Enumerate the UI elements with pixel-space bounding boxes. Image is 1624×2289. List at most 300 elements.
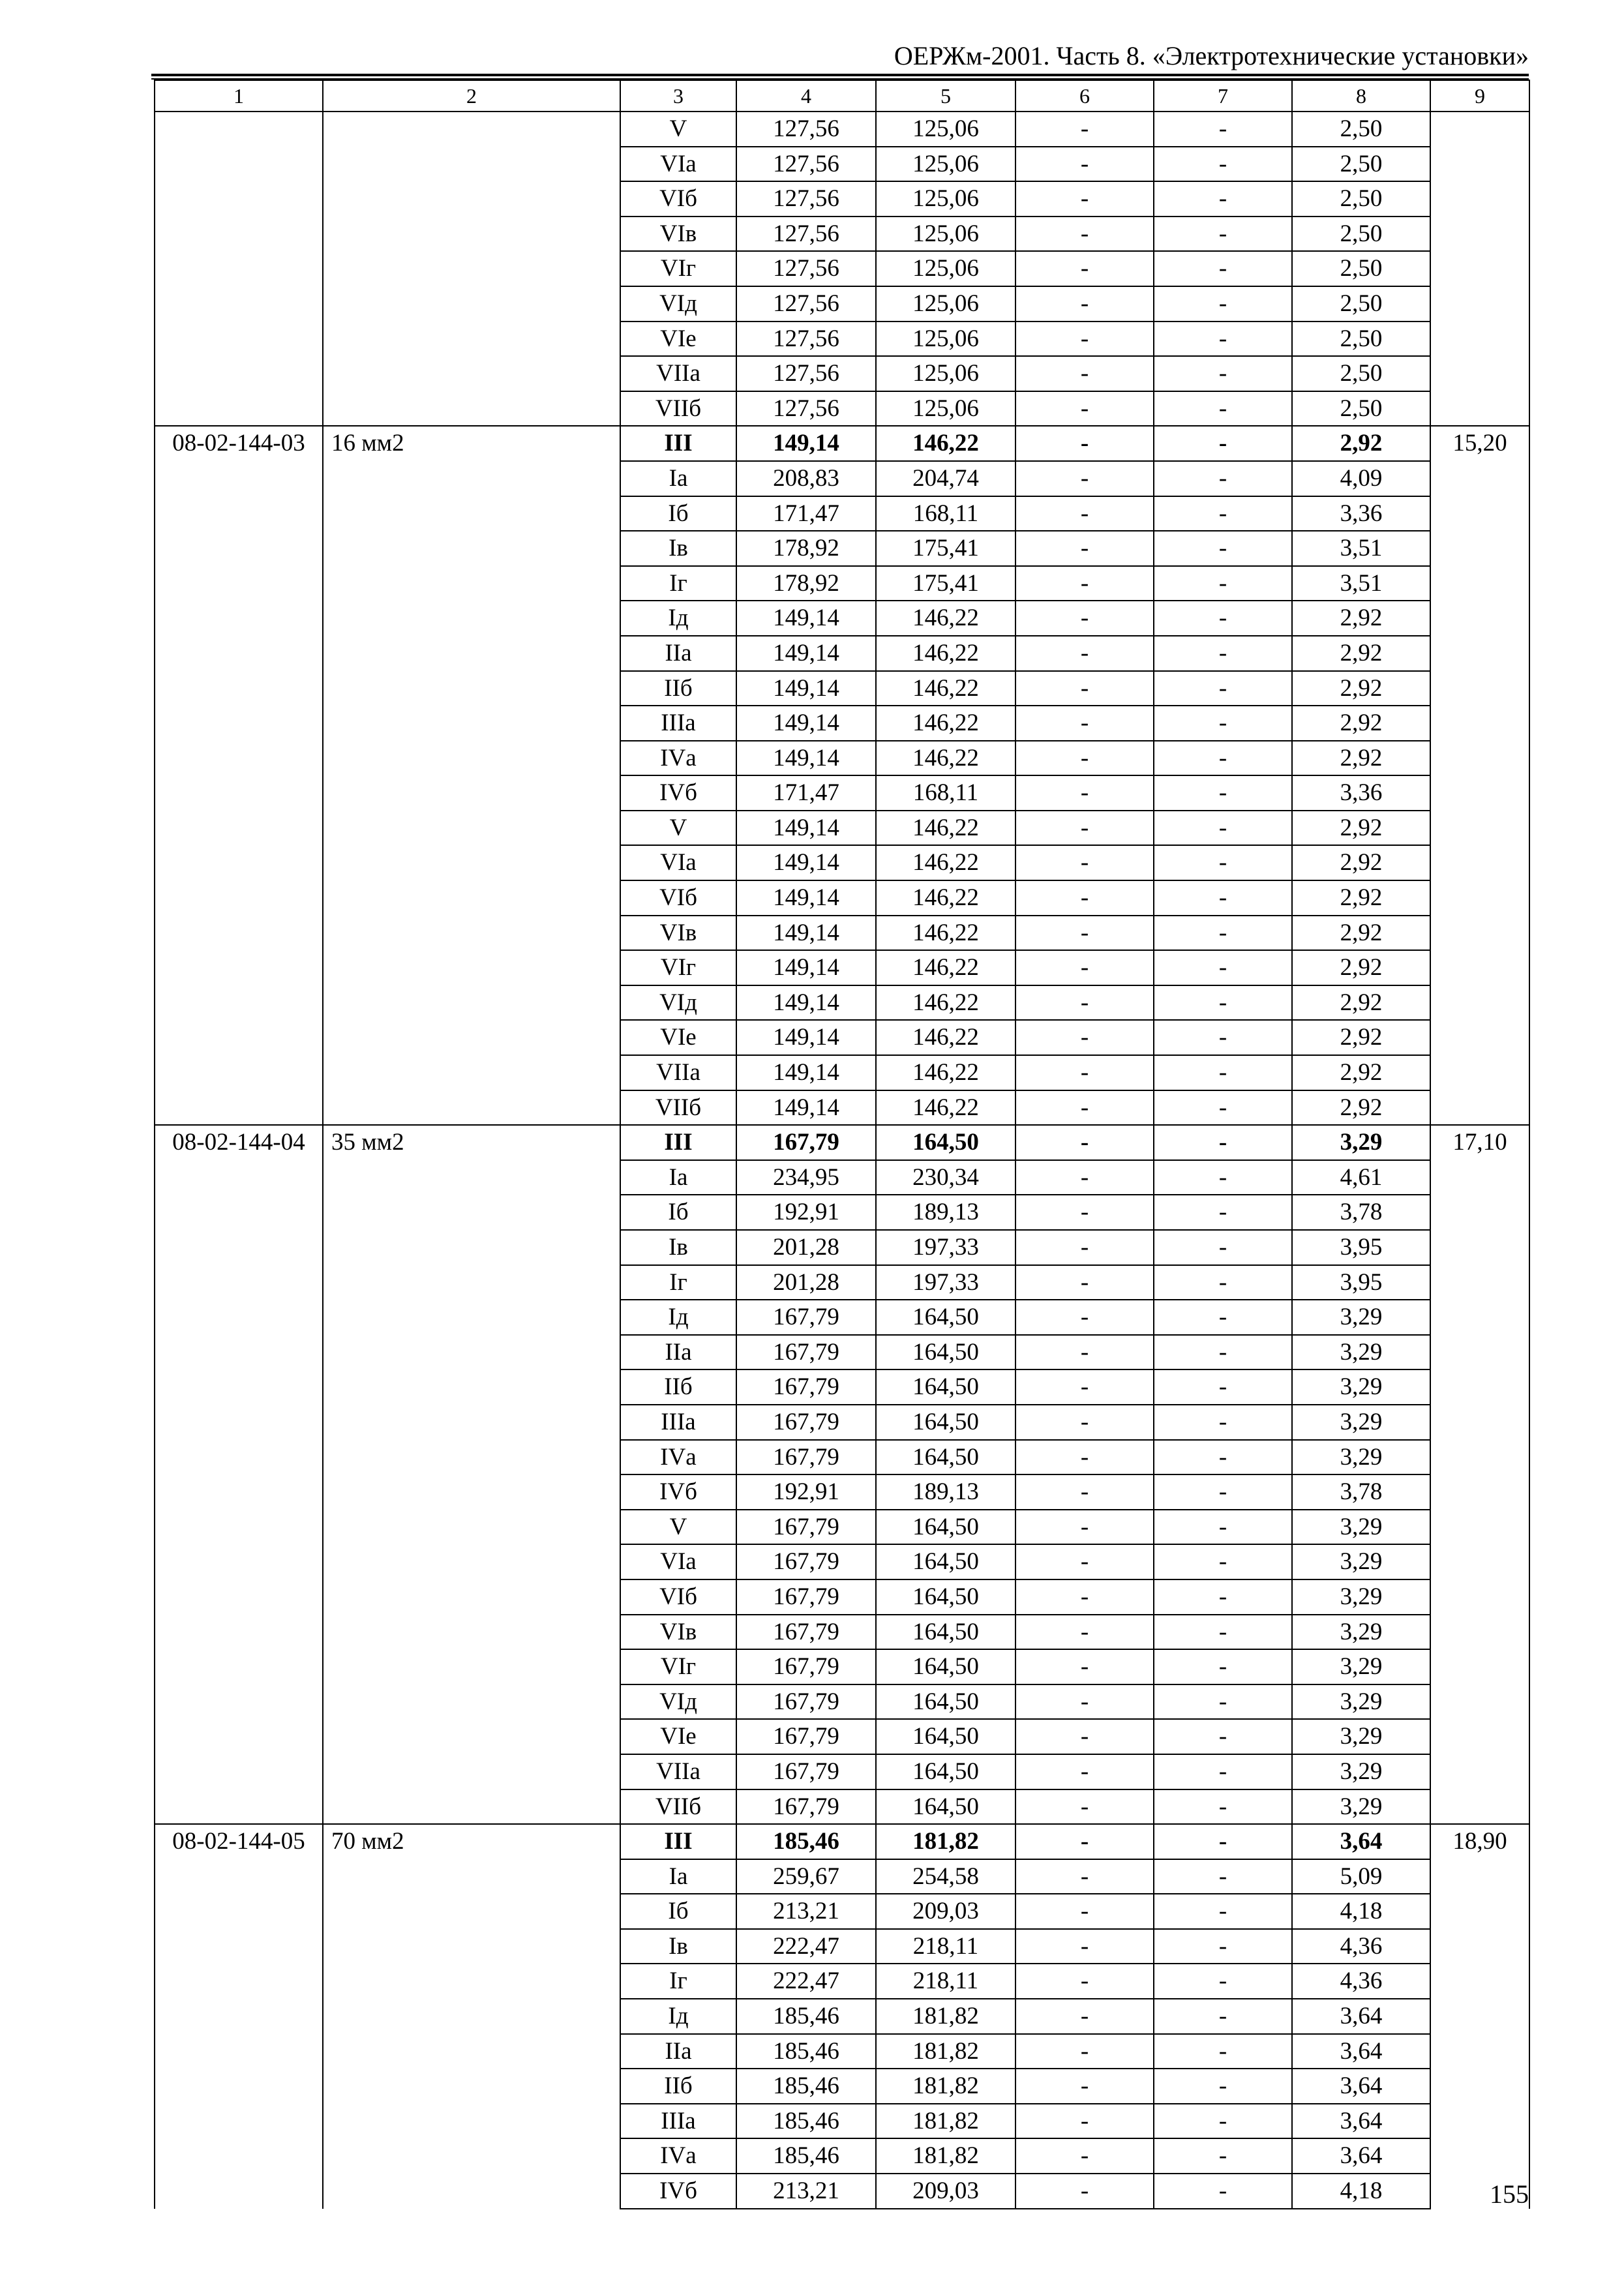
zone-cell: IVа [620, 741, 736, 776]
machine-cost-cell: - [1015, 1230, 1154, 1265]
driver-wages-cell: - [1154, 1824, 1292, 1859]
machine-cost-cell: - [1015, 601, 1154, 636]
zone-cell: Iа [620, 1160, 736, 1195]
zone-cell: III [620, 1824, 736, 1859]
driver-wages-cell: - [1154, 1544, 1292, 1579]
machine-cost-cell: - [1015, 1579, 1154, 1615]
materials-cell: 4,18 [1292, 1894, 1430, 1929]
machine-cost-cell: - [1015, 1684, 1154, 1720]
rates-table [154, 80, 1530, 2209]
materials-cell: 3,29 [1292, 1615, 1430, 1650]
total-cost-cell: 127,56 [736, 147, 876, 182]
column-number-row [155, 80, 1529, 112]
driver-wages-cell: - [1154, 1474, 1292, 1510]
wages-cell: 164,50 [876, 1510, 1015, 1545]
driver-wages-cell: - [1154, 1649, 1292, 1684]
machine-cost-cell: - [1015, 880, 1154, 916]
machine-cost-cell: - [1015, 1160, 1154, 1195]
machine-cost-cell: - [1015, 356, 1154, 391]
zone-cell: IIа [620, 1335, 736, 1370]
machine-cost-cell: - [1015, 1474, 1154, 1510]
total-cost-cell: 149,14 [736, 636, 876, 671]
zone-cell: VIг [620, 950, 736, 985]
machine-cost-cell: - [1015, 2104, 1154, 2139]
machine-cost-cell: - [1015, 1195, 1154, 1230]
wages-cell: 164,50 [876, 1544, 1015, 1579]
rate-code-cell: 08-02-144-04 [155, 1125, 323, 1824]
zone-cell: V [620, 1510, 736, 1545]
materials-cell: 4,36 [1292, 1929, 1430, 1964]
machine-cost-cell: - [1015, 1754, 1154, 1789]
materials-cell: 2,92 [1292, 845, 1430, 880]
wages-cell: 181,82 [876, 2138, 1015, 2174]
machine-cost-cell: - [1015, 845, 1154, 880]
labor-cost-cell [1430, 112, 1529, 426]
wages-cell: 125,06 [876, 112, 1015, 147]
wages-cell: 146,22 [876, 1020, 1015, 1055]
driver-wages-cell: - [1154, 1020, 1292, 1055]
machine-cost-cell: - [1015, 217, 1154, 252]
materials-cell: 3,29 [1292, 1544, 1430, 1579]
total-cost-cell: 185,46 [736, 2138, 876, 2174]
wages-cell: 164,50 [876, 1335, 1015, 1370]
materials-cell: 2,92 [1292, 985, 1430, 1021]
machine-cost-cell: - [1015, 322, 1154, 357]
labor-cost-cell: 18,90 [1430, 1824, 1529, 2209]
total-cost-cell: 222,47 [736, 1929, 876, 1964]
wages-cell: 125,06 [876, 181, 1015, 217]
materials-cell: 2,92 [1292, 706, 1430, 741]
machine-cost-cell: - [1015, 706, 1154, 741]
total-cost-cell: 149,14 [736, 1055, 876, 1090]
total-cost-cell: 171,47 [736, 496, 876, 531]
driver-wages-cell: - [1154, 775, 1292, 811]
machine-cost-cell: - [1015, 461, 1154, 496]
driver-wages-cell: - [1154, 1440, 1292, 1475]
machine-cost-cell: - [1015, 1859, 1154, 1894]
zone-cell: V [620, 811, 736, 846]
machine-cost-cell: - [1015, 1615, 1154, 1650]
total-cost-cell: 127,56 [736, 181, 876, 217]
total-cost-cell: 127,56 [736, 322, 876, 357]
driver-wages-cell: - [1154, 1055, 1292, 1090]
materials-cell: 2,92 [1292, 601, 1430, 636]
machine-cost-cell: - [1015, 2138, 1154, 2174]
machine-cost-cell: - [1015, 1405, 1154, 1440]
driver-wages-cell: - [1154, 950, 1292, 985]
zone-cell: VIв [620, 1615, 736, 1650]
total-cost-cell: 149,14 [736, 706, 876, 741]
total-cost-cell: 167,79 [736, 1719, 876, 1754]
zone-cell: Iд [620, 1999, 736, 2034]
driver-wages-cell: - [1154, 811, 1292, 846]
machine-cost-cell: - [1015, 566, 1154, 601]
driver-wages-cell: - [1154, 181, 1292, 217]
zone-cell: Iб [620, 496, 736, 531]
materials-cell: 3,64 [1292, 2034, 1430, 2069]
materials-cell: 2,50 [1292, 217, 1430, 252]
materials-cell: 2,50 [1292, 356, 1430, 391]
column-number: 3 [620, 80, 736, 112]
driver-wages-cell: - [1154, 461, 1292, 496]
machine-cost-cell: - [1015, 1929, 1154, 1964]
machine-cost-cell: - [1015, 1964, 1154, 1999]
item-name-cell: 70 мм2 [323, 1824, 620, 2209]
materials-cell: 3,29 [1292, 1719, 1430, 1754]
column-number: 9 [1430, 80, 1529, 112]
table-row [155, 1125, 1529, 1160]
materials-cell: 2,92 [1292, 1090, 1430, 1126]
wages-cell: 146,22 [876, 706, 1015, 741]
total-cost-cell: 178,92 [736, 531, 876, 566]
total-cost-cell: 167,79 [736, 1125, 876, 1160]
materials-cell: 2,92 [1292, 916, 1430, 951]
materials-cell: 4,09 [1292, 461, 1430, 496]
wages-cell: 197,33 [876, 1230, 1015, 1265]
total-cost-cell: 127,56 [736, 217, 876, 252]
zone-cell: IVб [620, 775, 736, 811]
materials-cell: 2,50 [1292, 112, 1430, 147]
materials-cell: 2,50 [1292, 322, 1430, 357]
materials-cell: 3,29 [1292, 1510, 1430, 1545]
materials-cell: 3,36 [1292, 775, 1430, 811]
total-cost-cell: 167,79 [736, 1369, 876, 1405]
zone-cell: Iб [620, 1195, 736, 1230]
machine-cost-cell: - [1015, 1055, 1154, 1090]
total-cost-cell: 171,47 [736, 775, 876, 811]
wages-cell: 146,22 [876, 601, 1015, 636]
wages-cell: 204,74 [876, 461, 1015, 496]
zone-cell: VIе [620, 1719, 736, 1754]
zone-cell: Iд [620, 601, 736, 636]
zone-cell: VIб [620, 880, 736, 916]
materials-cell: 4,18 [1292, 2174, 1430, 2209]
column-number: 2 [323, 80, 620, 112]
total-cost-cell: 222,47 [736, 1964, 876, 1999]
driver-wages-cell: - [1154, 1195, 1292, 1230]
driver-wages-cell: - [1154, 2034, 1292, 2069]
total-cost-cell: 167,79 [736, 1649, 876, 1684]
total-cost-cell: 149,14 [736, 1020, 876, 1055]
total-cost-cell: 167,79 [736, 1789, 876, 1825]
item-name-cell [323, 112, 620, 426]
zone-cell: IVб [620, 2174, 736, 2209]
total-cost-cell: 167,79 [736, 1510, 876, 1545]
driver-wages-cell: - [1154, 1929, 1292, 1964]
labor-cost-cell: 15,20 [1430, 426, 1529, 1125]
zone-cell: Iг [620, 566, 736, 601]
machine-cost-cell: - [1015, 1090, 1154, 1126]
materials-cell: 3,51 [1292, 566, 1430, 601]
machine-cost-cell: - [1015, 741, 1154, 776]
zone-cell: VIв [620, 916, 736, 951]
total-cost-cell: 167,79 [736, 1615, 876, 1650]
machine-cost-cell: - [1015, 112, 1154, 147]
driver-wages-cell: - [1154, 1369, 1292, 1405]
materials-cell: 3,29 [1292, 1754, 1430, 1789]
materials-cell: 3,78 [1292, 1474, 1430, 1510]
total-cost-cell: 201,28 [736, 1230, 876, 1265]
materials-cell: 2,92 [1292, 741, 1430, 776]
wages-cell: 146,22 [876, 811, 1015, 846]
wages-cell: 218,11 [876, 1964, 1015, 1999]
materials-cell: 3,64 [1292, 2069, 1430, 2104]
wages-cell: 164,50 [876, 1719, 1015, 1754]
materials-cell: 2,92 [1292, 426, 1430, 461]
machine-cost-cell: - [1015, 1440, 1154, 1475]
total-cost-cell: 127,56 [736, 251, 876, 286]
zone-cell: VIIб [620, 1789, 736, 1825]
zone-cell: IIа [620, 2034, 736, 2069]
zone-cell: VIа [620, 1544, 736, 1579]
zone-cell: Iб [620, 1894, 736, 1929]
zone-cell: IIб [620, 2069, 736, 2104]
machine-cost-cell: - [1015, 1824, 1154, 1859]
zone-cell: IIб [620, 1369, 736, 1405]
zone-cell: VIIб [620, 391, 736, 426]
driver-wages-cell: - [1154, 741, 1292, 776]
wages-cell: 197,33 [876, 1265, 1015, 1300]
materials-cell: 3,64 [1292, 1824, 1430, 1859]
machine-cost-cell: - [1015, 1719, 1154, 1754]
wages-cell: 164,50 [876, 1789, 1015, 1825]
zone-cell: Iа [620, 461, 736, 496]
driver-wages-cell: - [1154, 1684, 1292, 1720]
zone-cell: VIе [620, 322, 736, 357]
wages-cell: 146,22 [876, 1090, 1015, 1126]
driver-wages-cell: - [1154, 2104, 1292, 2139]
materials-cell: 3,29 [1292, 1789, 1430, 1825]
wages-cell: 230,34 [876, 1160, 1015, 1195]
column-number: 7 [1154, 80, 1292, 112]
materials-cell: 3,64 [1292, 2104, 1430, 2139]
driver-wages-cell: - [1154, 1754, 1292, 1789]
wages-cell: 164,50 [876, 1649, 1015, 1684]
zone-cell: III [620, 426, 736, 461]
machine-cost-cell: - [1015, 2034, 1154, 2069]
machine-cost-cell: - [1015, 916, 1154, 951]
column-number: 8 [1292, 80, 1430, 112]
materials-cell: 3,36 [1292, 496, 1430, 531]
zone-cell: VIа [620, 845, 736, 880]
item-name-cell: 35 мм2 [323, 1125, 620, 1824]
materials-cell: 3,64 [1292, 1999, 1430, 2034]
rate-code-cell: 08-02-144-03 [155, 426, 323, 1125]
total-cost-cell: 149,14 [736, 950, 876, 985]
zone-cell: VIIа [620, 1754, 736, 1789]
machine-cost-cell: - [1015, 147, 1154, 182]
zone-cell: VIа [620, 147, 736, 182]
total-cost-cell: 185,46 [736, 1824, 876, 1859]
wages-cell: 189,13 [876, 1474, 1015, 1510]
wages-cell: 181,82 [876, 1999, 1015, 2034]
wages-cell: 181,82 [876, 2104, 1015, 2139]
total-cost-cell: 201,28 [736, 1265, 876, 1300]
driver-wages-cell: - [1154, 845, 1292, 880]
wages-cell: 146,22 [876, 985, 1015, 1021]
machine-cost-cell: - [1015, 1300, 1154, 1335]
materials-cell: 2,92 [1292, 950, 1430, 985]
total-cost-cell: 208,83 [736, 461, 876, 496]
total-cost-cell: 213,21 [736, 2174, 876, 2209]
driver-wages-cell: - [1154, 1859, 1292, 1894]
zone-cell: Iа [620, 1859, 736, 1894]
zone-cell: IIа [620, 636, 736, 671]
driver-wages-cell: - [1154, 1789, 1292, 1825]
machine-cost-cell: - [1015, 391, 1154, 426]
table-row [155, 112, 1529, 147]
driver-wages-cell: - [1154, 391, 1292, 426]
machine-cost-cell: - [1015, 1894, 1154, 1929]
zone-cell: Iв [620, 531, 736, 566]
total-cost-cell: 213,21 [736, 1894, 876, 1929]
zone-cell: VIIа [620, 356, 736, 391]
materials-cell: 2,50 [1292, 251, 1430, 286]
driver-wages-cell: - [1154, 356, 1292, 391]
driver-wages-cell: - [1154, 1230, 1292, 1265]
driver-wages-cell: - [1154, 1405, 1292, 1440]
rates-table-body [155, 80, 1529, 2209]
driver-wages-cell: - [1154, 1999, 1292, 2034]
materials-cell: 3,29 [1292, 1684, 1430, 1720]
table-row [155, 1824, 1529, 1859]
total-cost-cell: 149,14 [736, 811, 876, 846]
zone-cell: VIд [620, 286, 736, 322]
materials-cell: 3,51 [1292, 531, 1430, 566]
machine-cost-cell: - [1015, 1544, 1154, 1579]
zone-cell: IIIа [620, 1405, 736, 1440]
item-name-cell: 16 мм2 [323, 426, 620, 1125]
materials-cell: 2,92 [1292, 671, 1430, 706]
zone-cell: VIб [620, 1579, 736, 1615]
materials-cell: 5,09 [1292, 1859, 1430, 1894]
total-cost-cell: 127,56 [736, 356, 876, 391]
wages-cell: 209,03 [876, 2174, 1015, 2209]
driver-wages-cell: - [1154, 1579, 1292, 1615]
machine-cost-cell: - [1015, 1649, 1154, 1684]
total-cost-cell: 234,95 [736, 1160, 876, 1195]
total-cost-cell: 192,91 [736, 1195, 876, 1230]
driver-wages-cell: - [1154, 671, 1292, 706]
total-cost-cell: 192,91 [736, 1474, 876, 1510]
total-cost-cell: 127,56 [736, 286, 876, 322]
driver-wages-cell: - [1154, 601, 1292, 636]
total-cost-cell: 167,79 [736, 1754, 876, 1789]
driver-wages-cell: - [1154, 2069, 1292, 2104]
machine-cost-cell: - [1015, 251, 1154, 286]
page-header-title: ОЕРЖм-2001. Часть 8. «Электротехнические установки» [894, 41, 1529, 70]
materials-cell: 3,29 [1292, 1369, 1430, 1405]
wages-cell: 175,41 [876, 566, 1015, 601]
zone-cell: VIг [620, 1649, 736, 1684]
total-cost-cell: 185,46 [736, 2034, 876, 2069]
driver-wages-cell: - [1154, 496, 1292, 531]
driver-wages-cell: - [1154, 1335, 1292, 1370]
wages-cell: 168,11 [876, 775, 1015, 811]
total-cost-cell: 178,92 [736, 566, 876, 601]
total-cost-cell: 149,14 [736, 1090, 876, 1126]
total-cost-cell: 167,79 [736, 1579, 876, 1615]
rate-code-cell [155, 112, 323, 426]
machine-cost-cell: - [1015, 636, 1154, 671]
wages-cell: 146,22 [876, 741, 1015, 776]
machine-cost-cell: - [1015, 2069, 1154, 2104]
machine-cost-cell: - [1015, 1789, 1154, 1825]
total-cost-cell: 127,56 [736, 112, 876, 147]
wages-cell: 146,22 [876, 845, 1015, 880]
machine-cost-cell: - [1015, 811, 1154, 846]
zone-cell: VIг [620, 251, 736, 286]
wages-cell: 146,22 [876, 950, 1015, 985]
materials-cell: 3,95 [1292, 1265, 1430, 1300]
wages-cell: 125,06 [876, 251, 1015, 286]
wages-cell: 146,22 [876, 880, 1015, 916]
machine-cost-cell: - [1015, 1265, 1154, 1300]
machine-cost-cell: - [1015, 1510, 1154, 1545]
total-cost-cell: 149,14 [736, 426, 876, 461]
total-cost-cell: 167,79 [736, 1300, 876, 1335]
wages-cell: 146,22 [876, 636, 1015, 671]
table-row [155, 426, 1529, 461]
zone-cell: V [620, 112, 736, 147]
driver-wages-cell: - [1154, 251, 1292, 286]
wages-cell: 164,50 [876, 1300, 1015, 1335]
driver-wages-cell: - [1154, 985, 1292, 1021]
total-cost-cell: 167,79 [736, 1684, 876, 1720]
wages-cell: 164,50 [876, 1369, 1015, 1405]
rate-code-cell: 08-02-144-05 [155, 1824, 323, 2209]
materials-cell: 2,92 [1292, 636, 1430, 671]
wages-cell: 181,82 [876, 2069, 1015, 2104]
machine-cost-cell: - [1015, 1125, 1154, 1160]
wages-cell: 164,50 [876, 1579, 1015, 1615]
column-number: 5 [876, 80, 1015, 112]
machine-cost-cell: - [1015, 181, 1154, 217]
driver-wages-cell: - [1154, 1090, 1292, 1126]
wages-cell: 209,03 [876, 1894, 1015, 1929]
zone-cell: VIIа [620, 1055, 736, 1090]
total-cost-cell: 259,67 [736, 1859, 876, 1894]
zone-cell: IVа [620, 2138, 736, 2174]
zone-cell: VIе [620, 1020, 736, 1055]
driver-wages-cell: - [1154, 880, 1292, 916]
driver-wages-cell: - [1154, 2138, 1292, 2174]
wages-cell: 168,11 [876, 496, 1015, 531]
wages-cell: 164,50 [876, 1754, 1015, 1789]
materials-cell: 3,29 [1292, 1335, 1430, 1370]
machine-cost-cell: - [1015, 496, 1154, 531]
driver-wages-cell: - [1154, 286, 1292, 322]
machine-cost-cell: - [1015, 1999, 1154, 2034]
zone-cell: IVб [620, 1474, 736, 1510]
materials-cell: 3,29 [1292, 1300, 1430, 1335]
zone-cell: Iг [620, 1265, 736, 1300]
driver-wages-cell: - [1154, 636, 1292, 671]
wages-cell: 125,06 [876, 147, 1015, 182]
materials-cell: 3,29 [1292, 1649, 1430, 1684]
driver-wages-cell: - [1154, 531, 1292, 566]
wages-cell: 164,50 [876, 1440, 1015, 1475]
driver-wages-cell: - [1154, 426, 1292, 461]
zone-cell: VIв [620, 217, 736, 252]
driver-wages-cell: - [1154, 1160, 1292, 1195]
driver-wages-cell: - [1154, 1964, 1292, 1999]
wages-cell: 164,50 [876, 1125, 1015, 1160]
machine-cost-cell: - [1015, 950, 1154, 985]
materials-cell: 3,64 [1292, 2138, 1430, 2174]
wages-cell: 164,50 [876, 1615, 1015, 1650]
driver-wages-cell: - [1154, 1510, 1292, 1545]
